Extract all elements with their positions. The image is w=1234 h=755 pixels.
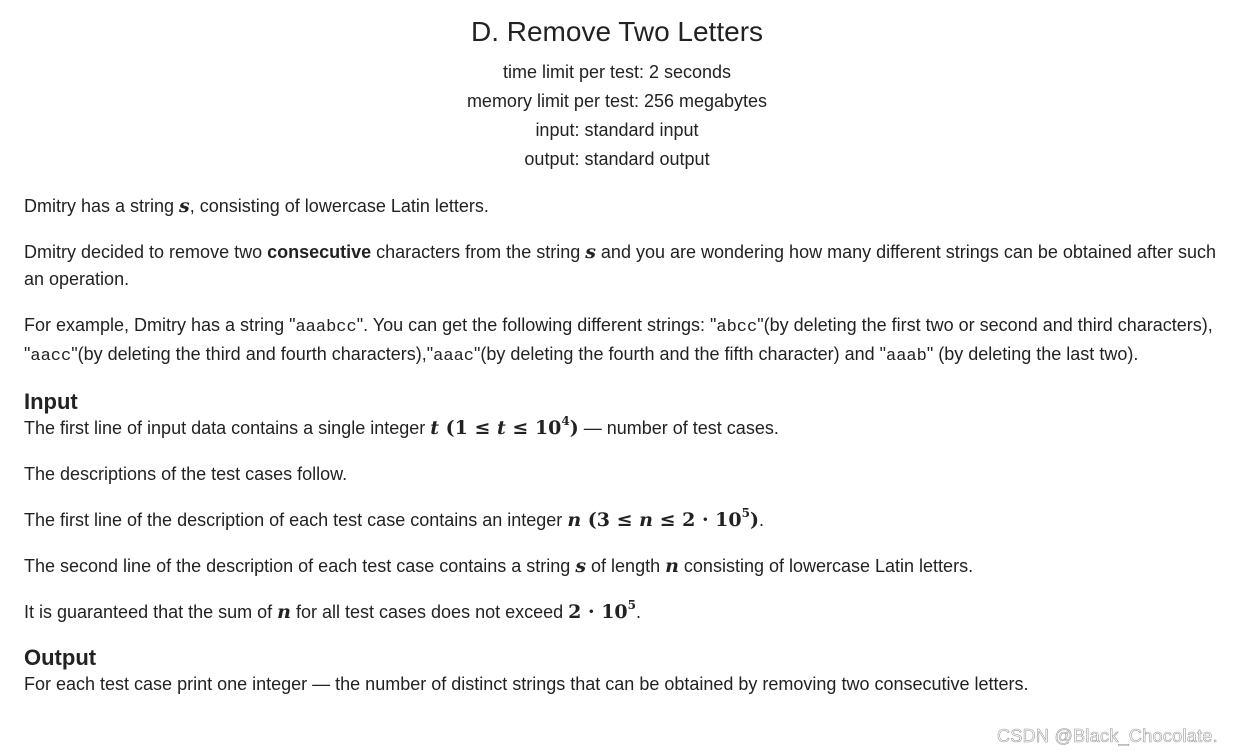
statement-paragraph-3 xyxy=(24,312,1218,370)
problem-statement xyxy=(24,193,1218,717)
var-t: t xyxy=(497,417,506,439)
statement-paragraph-2 xyxy=(24,239,1218,293)
code-example: abcc xyxy=(716,318,758,337)
code-example: aaac xyxy=(433,347,474,366)
var-s: s xyxy=(575,555,587,577)
math: ) xyxy=(749,509,759,531)
text: The first line of the description of each test case contains an integer xyxy=(24,510,568,530)
math: (3 ≤ xyxy=(581,509,640,531)
code-example: aaab xyxy=(886,347,927,366)
text: for all test cases does not exceed xyxy=(290,602,569,622)
text: " (by deleting the last two). xyxy=(926,344,1139,364)
math: 2 · 10 xyxy=(568,601,628,623)
input-line-4 xyxy=(24,553,1218,580)
code-example: aacc xyxy=(30,347,72,366)
text: consisting of lowercase Latin letters. xyxy=(678,556,974,576)
input-section-title: Input xyxy=(24,389,78,414)
text: , consisting of lowercase Latin letters. xyxy=(189,196,489,216)
code-example: aaabcc xyxy=(295,318,357,337)
var-s: s xyxy=(179,195,190,217)
emphasis: consecutive xyxy=(267,242,372,262)
text: . xyxy=(758,510,764,530)
text: The first line of input data contains a single integer xyxy=(24,418,431,438)
input-line-5 xyxy=(24,599,1218,626)
input-line-3 xyxy=(24,507,1218,534)
var-t: t xyxy=(430,417,440,439)
text: of length xyxy=(586,556,666,576)
text: For example, Dmitry has a string " xyxy=(24,315,296,335)
text: "(by deleting the fourth and the fifth character) and " xyxy=(473,344,887,364)
var-n: n xyxy=(277,601,291,623)
output-spec: output: standard output xyxy=(524,149,710,169)
time-limit: time limit per test: 2 seconds xyxy=(502,62,732,82)
output-section-title: Output xyxy=(24,645,97,670)
exponent: 4 xyxy=(561,414,570,428)
exponent: 5 xyxy=(627,598,637,612)
problem-header xyxy=(0,14,1234,174)
text: The second line of the description of each test case contains a string xyxy=(24,556,576,576)
input-spec: input: standard input xyxy=(535,120,699,140)
var-n: n xyxy=(639,509,653,531)
problem-title: D. Remove Two Letters xyxy=(470,16,764,47)
output-line-1: For each test case print one integer — the number of distinct strings that can be obtained by removing two consecutive letters. xyxy=(24,674,1029,694)
text: "(by deleting the first two or second and third characters), " xyxy=(24,315,1213,364)
statement-paragraph-1 xyxy=(24,193,1218,220)
text: and you are wondering how many different strings can be obtained after such an operation. xyxy=(24,242,1216,289)
text: It is guaranteed that the sum of xyxy=(24,602,278,622)
text: ". You can get the following different strings: " xyxy=(356,315,717,335)
input-line-1 xyxy=(24,415,1218,442)
memory-limit: memory limit per test: 256 megabytes xyxy=(466,91,768,111)
var-n: n xyxy=(665,555,679,577)
text: characters from the string xyxy=(371,242,586,262)
math: ≤ 2 · 10 xyxy=(652,509,742,531)
math: ≤ 10 xyxy=(505,417,562,439)
text: "(by deleting the third and fourth characters)," xyxy=(71,344,434,364)
var-s: s xyxy=(585,241,596,263)
input-line-2: The descriptions of the test cases follow. xyxy=(24,464,348,484)
text: Dmitry has a string xyxy=(24,196,180,216)
watermark: CSDN @Black_Chocolate. xyxy=(997,726,1218,746)
text: — number of test cases. xyxy=(578,418,779,438)
var-n: n xyxy=(567,509,582,531)
math: ) xyxy=(569,417,579,439)
exponent: 5 xyxy=(741,506,750,520)
text: . xyxy=(636,602,642,622)
text: Dmitry decided to remove two xyxy=(24,242,268,262)
math: (1 ≤ xyxy=(439,417,498,439)
